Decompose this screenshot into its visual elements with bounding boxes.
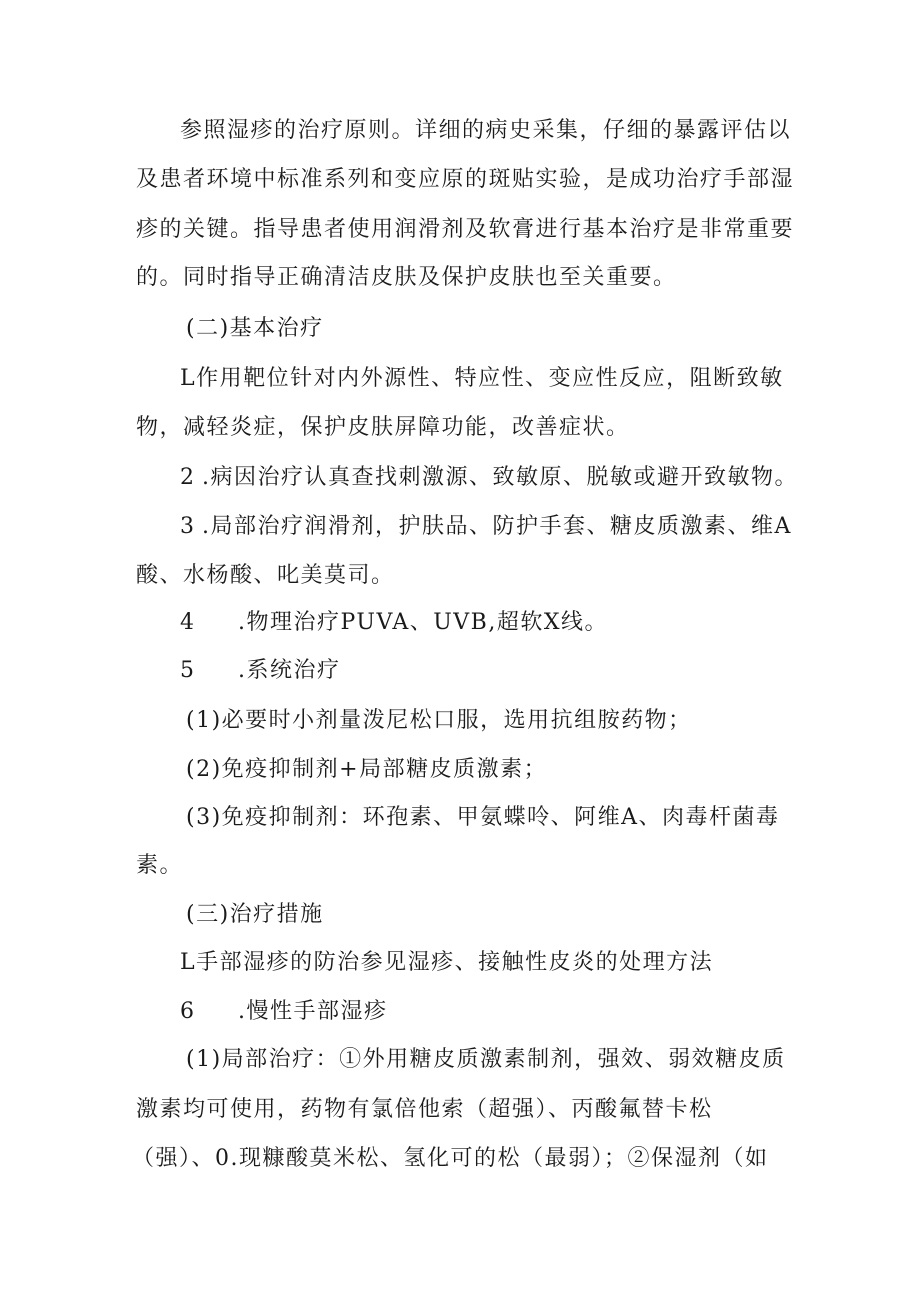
paragraph-line: 的。同时指导正确清洁皮肤及保护皮肤也至关重要。 bbox=[136, 265, 677, 290]
list-item-3-line: 酸、水杨酸、叱美莫司。 bbox=[136, 563, 395, 588]
list-item-7 bbox=[180, 997, 840, 1027]
paragraph-line: 及患者环境中标准系列和变应原的斑贴实验，是成功治疗手部湿 bbox=[136, 167, 795, 192]
list-number: 4 bbox=[180, 610, 196, 635]
list-item-5 bbox=[180, 656, 840, 686]
sub-item-3-line: (3)免疫抑制剂：环孢素、甲氨蝶呤、阿维A、肉毒杆菌毒 bbox=[186, 805, 780, 830]
section-heading-treatment-measures: (三)治疗措施 bbox=[186, 902, 324, 927]
list-number: 2 bbox=[180, 465, 196, 490]
paragraph-line: 参照湿疹的治疗原则。详细的病史采集，仔细的暴露评估以 bbox=[180, 118, 792, 143]
list-item-4 bbox=[180, 608, 840, 638]
list-text: .局部治疗润滑剂，护肤品、防护手套、糖皮质激素、维A bbox=[202, 514, 792, 539]
list-text: .系统治疗 bbox=[238, 658, 341, 683]
paragraph-line: 疹的关键。指导患者使用润滑剂及软膏进行基本治疗是非常重要 bbox=[136, 217, 795, 242]
list-number: 3 bbox=[180, 514, 196, 539]
sub-item-1: (1)必要时小剂量泼尼松口服，选用抗组胺药物； bbox=[186, 708, 692, 733]
sub-item-4-line: （强）、0.现糠酸莫米松、氢化可的松（最弱）；②保湿剂（如 bbox=[132, 1146, 769, 1171]
section-heading-basic-treatment: (二)基本治疗 bbox=[186, 316, 324, 341]
list-item-2 bbox=[180, 463, 840, 493]
list-item-3 bbox=[180, 512, 840, 542]
list-text: .病因治疗认真查找刺激源、致敏原、脱敏或避开致敏物。 bbox=[202, 465, 798, 490]
list-number: 5 bbox=[180, 658, 196, 683]
sub-item-2: (2)免疫抑制剂+局部糖皮质激素； bbox=[186, 757, 548, 782]
sub-item-3-line: 素。 bbox=[136, 853, 184, 878]
list-number: 6 bbox=[180, 999, 196, 1024]
sub-item-4-line: 激素均可使用，药物有氯倍他索（超强）、丙酸氟替卡松 bbox=[136, 1097, 713, 1122]
list-text: .物理治疗PUVA、UVB,超软X线。 bbox=[238, 610, 608, 635]
list-item-6: L手部湿疹的防治参见湿疹、接触性皮炎的处理方法 bbox=[180, 950, 714, 975]
list-item-1-line: L作用靶位针对内外源性、特应性、变应性反应，阻断致敏 bbox=[180, 366, 784, 391]
list-item-1-line: 物，减轻炎症，保护皮肤屏障功能，改善症状。 bbox=[136, 415, 630, 440]
sub-item-4-line: (1)局部治疗：①外用糖皮质激素制剂，强效、弱效糖皮质 bbox=[186, 1047, 786, 1072]
list-text: .慢性手部湿疹 bbox=[238, 999, 388, 1024]
